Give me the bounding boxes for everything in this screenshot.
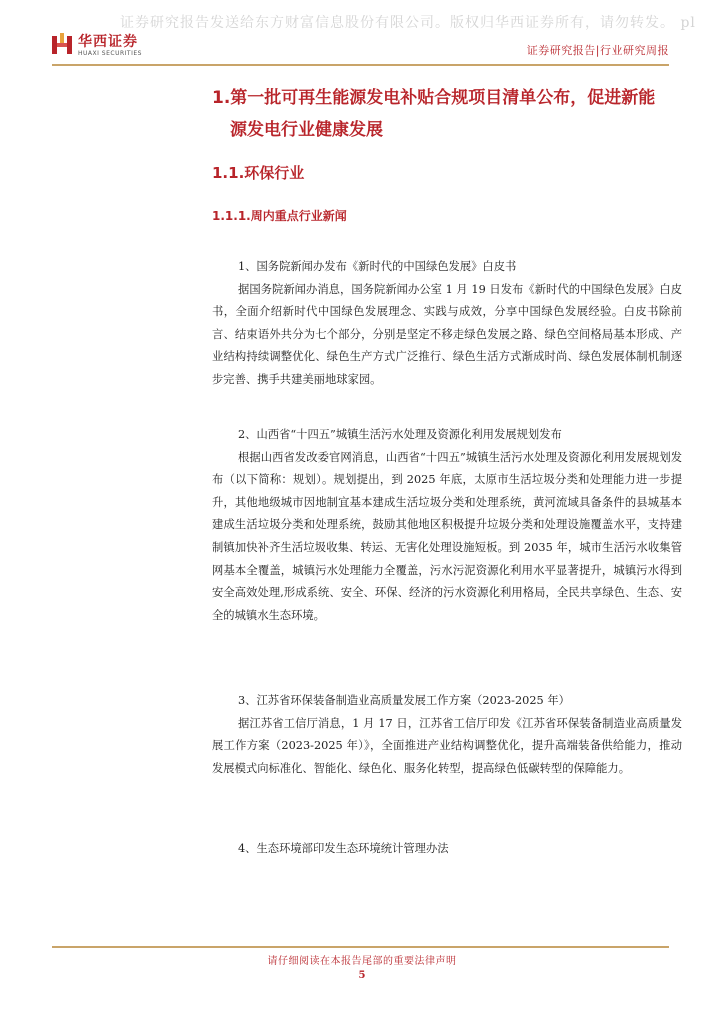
subsubsection-title: 1.1.1.周内重点行业新闻 xyxy=(212,209,347,223)
news-item-3 xyxy=(212,690,682,780)
news-heading: 4、生态环境部印发生态环境统计管理办法 xyxy=(238,842,449,855)
section-title xyxy=(212,82,686,146)
news-body: 据江苏省工信厅消息，1 月 17 日，江苏省工信厅印发《江苏省环保装备制造业高质量发展工作方案（2023-2025 年）》，全面推进产业结构调整优化，提升高端装备供给能力，推动发展模式向标准化、智能化、绿色化、服务化转型，提高绿色低碳转型的保障能力。 xyxy=(212,716,682,775)
section-title-line-1: 1.第一批可再生能源发电补贴合规项目清单公布，促进新能 xyxy=(212,88,656,108)
legal-notice: 请仔细阅读在本报告尾部的重要法律声明 xyxy=(267,956,457,967)
huaxi-logo-icon xyxy=(52,33,72,57)
news-heading: 1、国务院新闻办发布《新时代的中国绿色发展》白皮书 xyxy=(238,260,517,273)
watermark: 证券研究报告发送给东方财富信息股份有限公司。版权归华西证券所有，请勿转发。 pl xyxy=(120,15,696,31)
company-logo xyxy=(52,33,142,57)
logo-english-name: HUAXI SECURITIES xyxy=(78,49,142,57)
subsection-title: 1.1.环保行业 xyxy=(212,164,305,182)
news-item-1 xyxy=(212,256,682,392)
footer-divider xyxy=(52,946,669,948)
news-body: 根据山西省发改委官网消息，山西省“十四五”城镇生活污水处理及资源化利用发展规划发布（以下简称：规划）。规划提出，到 2025 年底，太原市生活垃圾分类和处理能力进一步提升，其他地级城市因地制宜基本建成生活垃圾分类和处理系统，黄河流域具备条件的县城基本建成生活垃圾分类和处理系统，鼓励其他地区积极提升垃圾分类和处理设施覆盖水平，支持建制镇加快补齐生活垃圾收集、转运、无害化处理设施短板。到 2035 年，城市生活污水收集管网基本全覆盖，城镇污水处理能力全覆盖，污水污泥资源化利用水平显著提升，城镇污水得到安全高效处理,形成系统、安全、环保、经济的污水资源化利用格局，全民共享绿色、生态、安全的城镇水生态环境。 xyxy=(212,450,682,622)
news-heading: 2、山西省“十四五”城镇生活污水处理及资源化利用发展规划发布 xyxy=(238,428,562,441)
news-body: 据国务院新闻办消息，国务院新闻办公室 1 月 19 日发布《新时代的中国绿色发展》白皮书，全面介绍新时代中国绿色发展理念、实践与成效，分享中国绿色发展经验。白皮书除前言、结束语外共分为七个部分，分别是坚定不移走绿色发展之路、绿色空间格局基本形成、产业结构持续调整优化、绿色生产方式广泛推行、绿色生活方式渐成时尚、绿色发展体制机制逐步完善、携手共建美丽地球家园。 xyxy=(212,282,682,386)
section-headings xyxy=(212,82,686,224)
news-item-4 xyxy=(212,838,682,861)
section-title-line-2: 源发电行业健康发展 xyxy=(230,120,383,140)
page-number: 5 xyxy=(358,970,366,981)
report-type-label: 证券研究报告|行业研究周报 xyxy=(526,44,669,57)
news-item-2 xyxy=(212,424,682,627)
logo-chinese-name: 华西证券 xyxy=(78,33,138,50)
header-divider xyxy=(52,64,669,66)
news-heading: 3、江苏省环保装备制造业高质量发展工作方案（2023-2025 年） xyxy=(238,694,570,707)
